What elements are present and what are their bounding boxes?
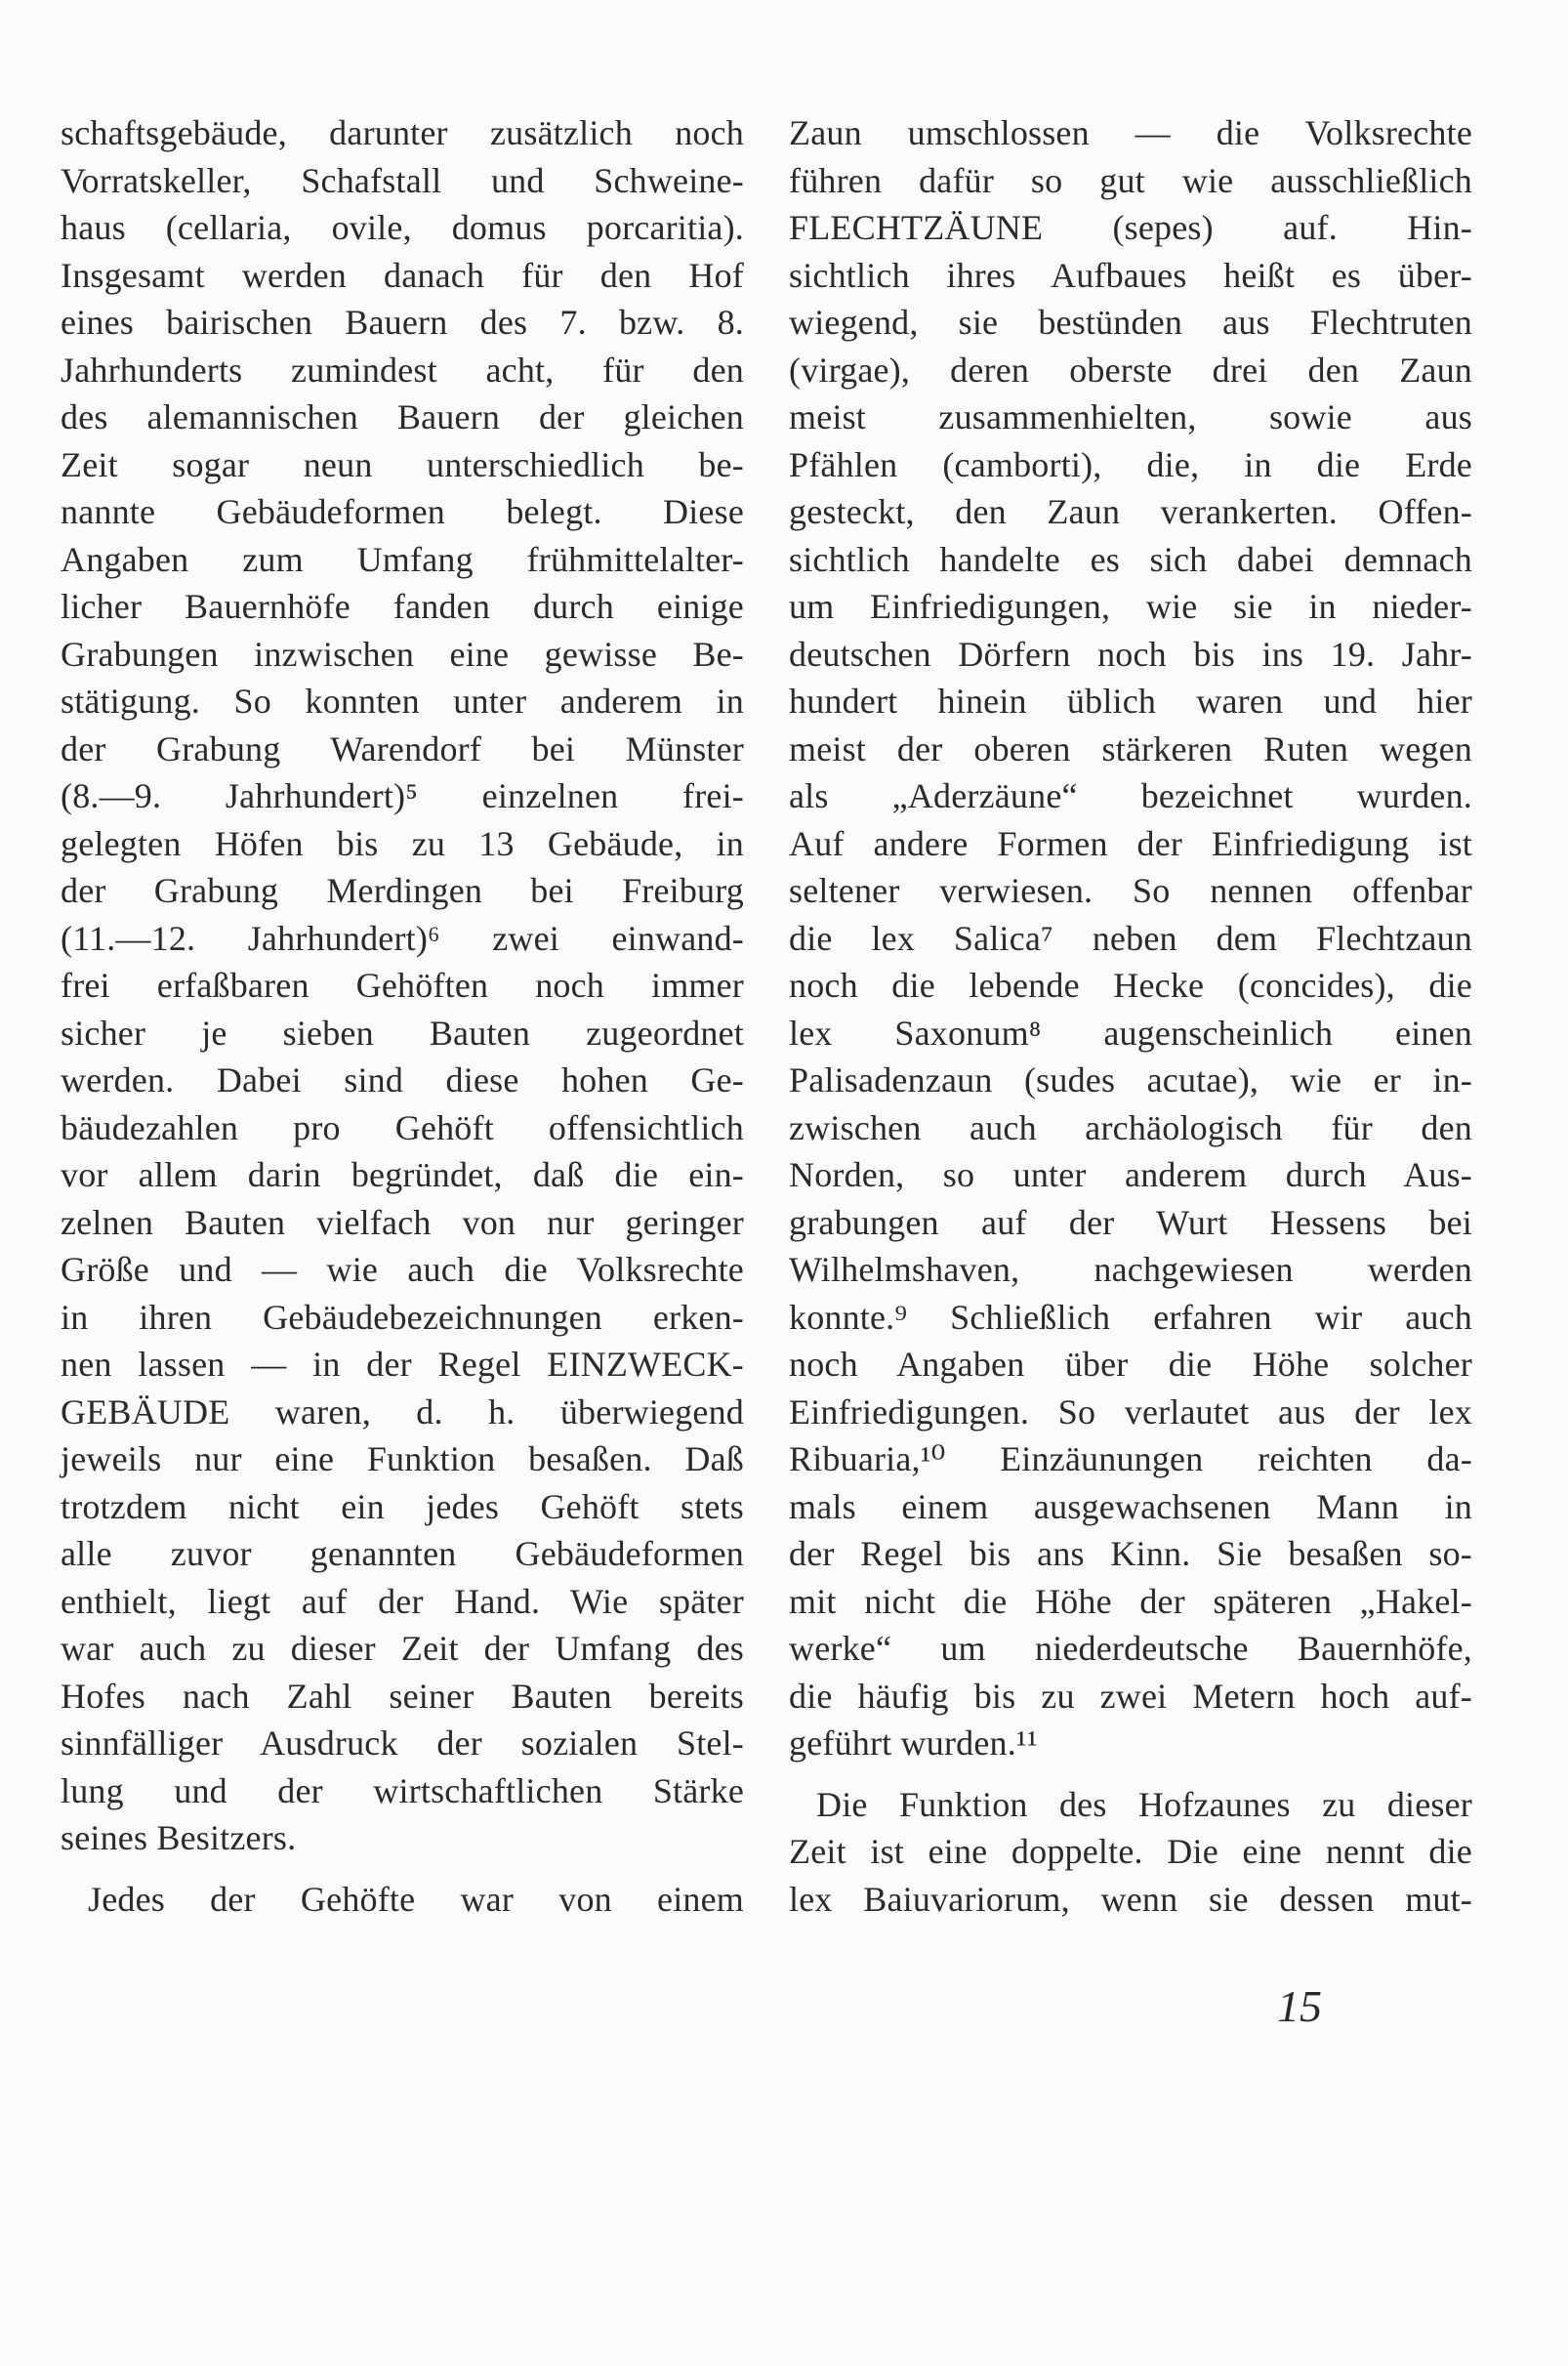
text-line: war auch zu dieser Zeit der Umfang des	[61, 1629, 744, 1668]
text-line: die lex Salica⁷ neben dem Flechtzaun	[789, 918, 1472, 958]
text-line: zwischen auch archäologisch für den	[789, 1107, 1472, 1147]
text-line: jeweils nur eine Funktion besaßen. Daß	[61, 1439, 744, 1478]
text-line: in ihren Gebäudebezeichnungen erken-	[61, 1297, 744, 1337]
text-line: lex Baiuvariorum, wenn sie dessen mut-	[789, 1879, 1472, 1919]
text-line: Grabungen inzwischen eine gewisse Be-	[61, 634, 744, 674]
text-line: der Grabung Warendorf bei Münster	[61, 728, 744, 768]
text-line: alle zuvor genannten Gebäudeformen	[61, 1534, 744, 1573]
text-line: noch die lebende Hecke (concides), die	[789, 966, 1472, 1005]
text-line: (11.—12. Jahrhundert)⁶ zwei einwand-	[61, 918, 744, 958]
text-line: Angaben zum Umfang frühmittelalter-	[61, 539, 744, 579]
text-line: Wilhelmshaven, nachgewiesen werden	[789, 1250, 1472, 1289]
text-line: Zeit sogar neun unterschiedlich be-	[61, 444, 744, 484]
text-line: wiegend, sie bestünden aus Flechtruten	[789, 303, 1472, 342]
text-line: Palisadenzaun (sudes acutae), wie er in-	[789, 1060, 1472, 1100]
text-line: Hofes nach Zahl seiner Bauten bereits	[61, 1676, 744, 1716]
text-line: trotzdem nicht ein jedes Gehöft stets	[61, 1486, 744, 1526]
text-line: grabungen auf der Wurt Hessens bei	[789, 1202, 1472, 1242]
text-line: (8.—9. Jahrhundert)⁵ einzelnen frei-	[61, 776, 744, 815]
text-line: Zaun umschlossen — die Volksrechte	[789, 113, 1472, 152]
text-line: FLECHTZÄUNE (sepes) auf. Hin-	[789, 208, 1472, 247]
paragraph-gap	[789, 1767, 1472, 1781]
text-line: Größe und — wie auch die Volksrechte	[61, 1250, 744, 1289]
text-line: sichtlich handelte es sich dabei demnach	[789, 539, 1472, 579]
text-line: nen lassen — in der Regel EINZWECK-	[61, 1345, 744, 1384]
text-line: seltener verwiesen. So nennen offenbar	[789, 871, 1472, 910]
text-line: Pfählen (camborti), die, in die Erde	[789, 444, 1472, 484]
right-text-column	[789, 109, 1472, 1923]
text-line: Jahrhunderts zumindest acht, für den	[61, 350, 744, 390]
text-line: (virgae), deren oberste drei den Zaun	[789, 350, 1472, 390]
text-line: Einfriedigungen. So verlautet aus der lex	[789, 1391, 1472, 1432]
text-line: die häufig bis zu zwei Metern hoch auf-	[789, 1676, 1472, 1716]
paragraph-gap	[61, 1862, 744, 1876]
text-line: hundert hinein üblich waren und hier	[789, 682, 1472, 721]
text-line: bäudezahlen pro Gehöft offensichtlich	[61, 1107, 744, 1147]
text-line: Jedes der Gehöfte war von einem	[88, 1879, 744, 1919]
text-line: nannte Gebäudeformen belegt. Diese	[61, 492, 744, 531]
text-line: werke“ um niederdeutsche Bauernhöfe,	[789, 1629, 1472, 1668]
text-line: gesteckt, den Zaun verankerten. Offen-	[789, 492, 1472, 531]
text-line: schaftsgebäude, darunter zusätzlich noch	[61, 113, 744, 152]
text-line: der Grabung Merdingen bei Freiburg	[61, 871, 744, 910]
text-line: eines bairischen Bauern des 7. bzw. 8.	[61, 303, 744, 342]
text-line: Auf andere Formen der Einfriedigung ist	[789, 823, 1472, 863]
text-line: Die Funktion des Hofzaunes zu dieser	[816, 1784, 1472, 1824]
text-line: frei erfaßbaren Gehöften noch immer	[61, 966, 744, 1005]
text-line: meist zusammenhielten, sowie aus	[789, 397, 1472, 436]
text-line: lung und der wirtschaftlichen Stärke	[61, 1770, 744, 1810]
text-line: Norden, so unter anderem durch Aus-	[789, 1155, 1472, 1194]
text-line: werden. Dabei sind diese hohen Ge-	[61, 1060, 744, 1100]
text-line: Ribuaria,¹⁰ Einzäunungen reichten da-	[789, 1439, 1472, 1478]
text-line: mit nicht die Höhe der späteren „Hakel-	[789, 1581, 1472, 1621]
text-line: seines Besitzers.	[61, 1818, 297, 1857]
text-line: um Einfriedigungen, wie sie in nieder-	[789, 587, 1472, 626]
text-line: als „Aderzäune“ bezeichnet wurden.	[789, 776, 1472, 815]
text-line: zelnen Bauten vielfach von nur geringer	[61, 1202, 744, 1242]
text-line: Vorratskeller, Schafstall und Schweine-	[61, 160, 744, 200]
text-line: konnte.⁹ Schließlich erfahren wir auch	[789, 1297, 1472, 1337]
text-line: der Regel bis ans Kinn. Sie besaßen so-	[789, 1534, 1472, 1573]
text-line: licher Bauernhöfe fanden durch einige	[61, 587, 744, 626]
text-line: gelegten Höfen bis zu 13 Gebäude, in	[61, 823, 744, 863]
left-text-column	[61, 109, 744, 1923]
text-line: deutschen Dörfern noch bis ins 19. Jahr-	[789, 634, 1472, 674]
text-line: mals einem ausgewachsenen Mann in	[789, 1486, 1472, 1526]
text-line: sicher je sieben Bauten zugeordnet	[61, 1013, 744, 1053]
text-line: haus (cellaria, ovile, domus porcaritia).	[61, 208, 744, 247]
text-line: lex Saxonum⁸ augenscheinlich einen	[789, 1013, 1472, 1053]
text-line: sinnfälliger Ausdruck der sozialen Stel-	[61, 1723, 744, 1763]
text-line: enthielt, liegt auf der Hand. Wie später	[61, 1581, 744, 1621]
text-line: führen dafür so gut wie ausschließlich	[789, 160, 1472, 200]
text-line: noch Angaben über die Höhe solcher	[789, 1345, 1472, 1384]
text-line: geführt wurden.¹¹	[789, 1723, 1038, 1763]
text-line: Zeit ist eine doppelte. Die eine nennt die	[789, 1832, 1472, 1871]
page-number: 15	[1277, 1981, 1322, 2031]
text-line: vor allem darin begründet, daß die ein-	[61, 1155, 744, 1194]
text-line: sichtlich ihres Aufbaues heißt es über-	[789, 255, 1472, 295]
text-line: des alemannischen Bauern der gleichen	[61, 397, 744, 436]
text-line: Insgesamt werden danach für den Hof	[61, 255, 744, 295]
text-line: GEBÄUDE waren, d. h. überwiegend	[61, 1391, 744, 1432]
text-line: meist der oberen stärkeren Ruten wegen	[789, 728, 1472, 768]
text-line: stätigung. So konnten unter anderem in	[61, 682, 744, 721]
